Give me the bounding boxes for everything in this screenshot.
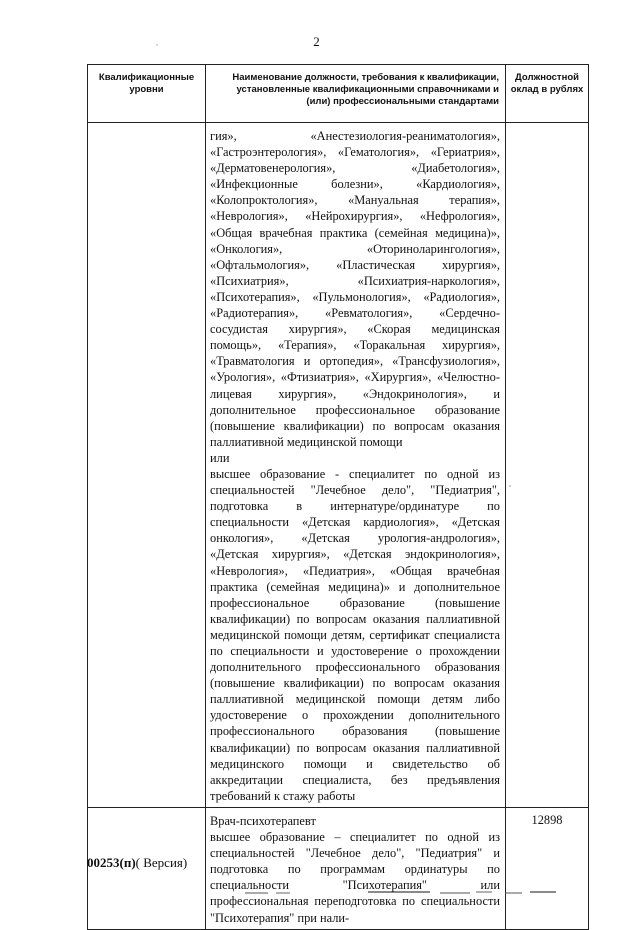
row-salary-cell bbox=[506, 123, 589, 808]
qualification-table bbox=[87, 64, 589, 930]
row-requirements-cell bbox=[206, 123, 506, 808]
row-requirements-cell bbox=[206, 807, 506, 929]
requirements-paragraph: или bbox=[210, 450, 230, 465]
position-title: Врач-психотерапевт bbox=[210, 813, 316, 828]
header-qualification-levels: Квалификационные уровни bbox=[88, 65, 206, 123]
row-salary-cell: 12898 bbox=[506, 807, 589, 929]
requirements-paragraph: высшее образование – специалитет по одной из специальностей "Лечебное дело", "Педиатрия" и подготовка по программам ординатуры по специальности "Психотерапия" или профессиональная переподготовка по специальности "Психотерапия" при нали- bbox=[210, 830, 500, 925]
requirements-paragraph: высшее образование - специалитет по одной из специальностей "Лечебное дело", "Педиатрия", подготовка в интернатуре/ординатуре по специальности «Детская кардиология», «Детская онкология», «Детская урология-андрология», «Детская хирургия», «Детская эндокринология», «Неврология», «Педиатрия», «Общая врачебная практика (семейная медицина)» и дополнительное профессиональное образование (повышение квалификации) по вопросам оказания паллиативной медицинской помощи детям, сертификат специалиста по специальности и удостоверение о прохождении дополнительного профессионального образования (повышение квалификации) по вопросам оказания паллиативной медицинской помощи детям либо удостоверение о прохождении дополнительного профессионального образования (повышение квалификации) по вопросам оказания паллиативной медицинского помощи и свидетельство об аккредитации специалиста, без предъявления требований к стажу работы bbox=[210, 466, 500, 803]
table-row bbox=[88, 123, 589, 808]
header-position-requirements: Наименование должности, требования к квалификации, установленные квалификационными справочниками и (или) профессиональными стандартами bbox=[206, 65, 506, 123]
document-version: ( Версия) bbox=[135, 855, 188, 870]
page-number: 2 bbox=[313, 34, 320, 49]
header-salary: Должностной оклад в рублях bbox=[506, 65, 589, 123]
document-code: 00253(п) bbox=[87, 855, 136, 870]
document-footer bbox=[87, 855, 187, 871]
requirements-paragraph: гия», «Анестезиология-реаниматология», «Гастроэнтерология», «Гематология», «Гериатрия», «Дерматовенерология», «Диабетология», «Инфекционные болезни», «Кардиология», «Колопроктология», «Мануальная терапия», «Неврология», «Нейрохирургия», «Нефрология», «Общая врачебная практика (семейная медицина)», «Онкология», «Оториноларингология», «Офтальмология», «Пластическая хирургия», «Психиатрия», «Психиатрия-наркология», «Психотерапия», «Пульмонология», «Радиология», «Радиотерапия», «Ревматология», «Сердечно-сосудистая хирургия», «Скорая медицинская помощь», «Терапия», «Торакальная хирургия», «Травматология и ортопедия», «Трансфузиология», «Урология», «Фтизиатрия», «Хирургия», «Челюстно-лицевая хирургия», «Эндокринология», и дополнительное профессиональное образование (повышение квалификации) по вопросам оказания паллиативной медицинской помощи bbox=[210, 129, 500, 449]
table-header-row bbox=[88, 65, 589, 123]
row-level-cell bbox=[88, 123, 206, 808]
